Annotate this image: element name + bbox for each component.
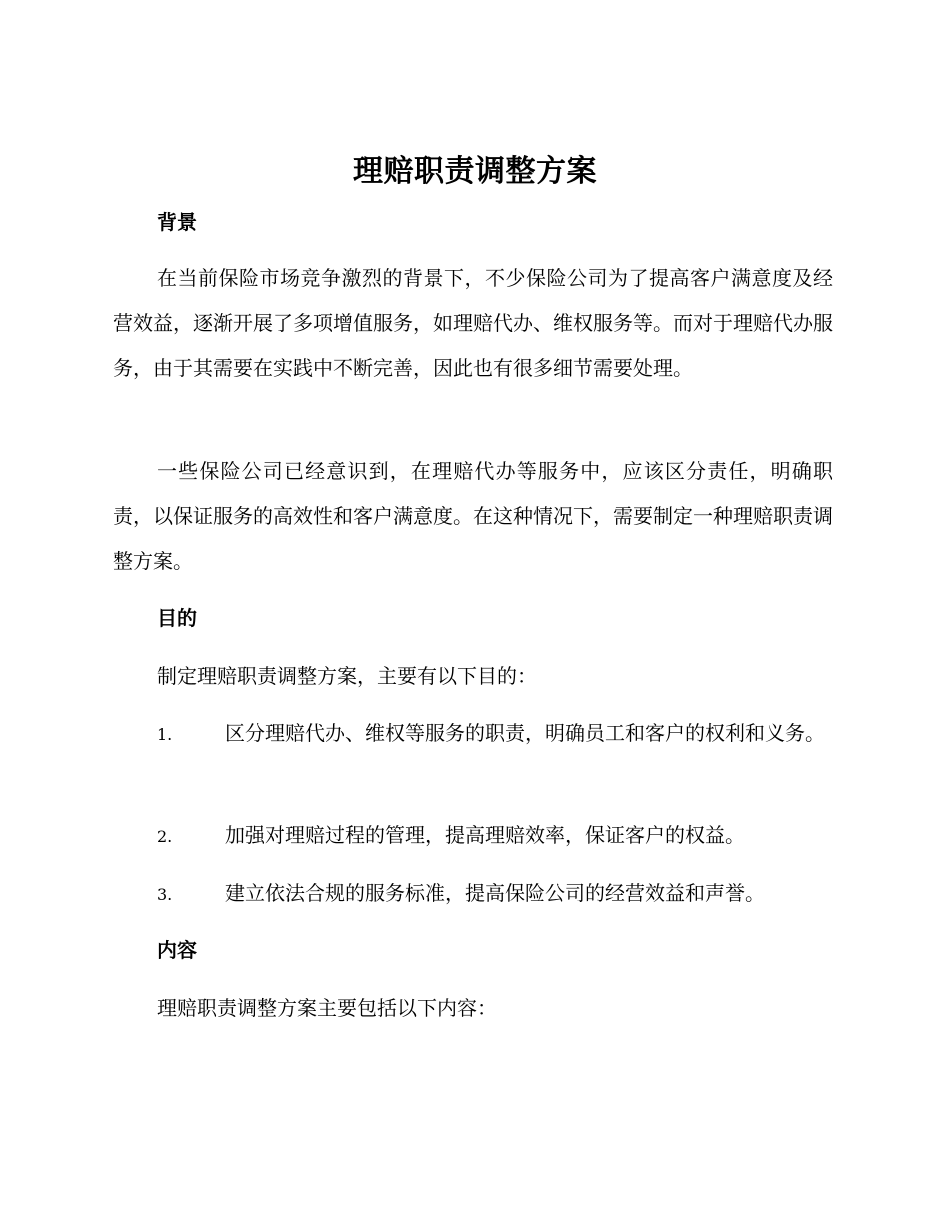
document-title: 理赔职责调整方案 bbox=[353, 154, 597, 189]
background-paragraph-1: 在当前保险市场竞争激烈的背景下，不少保险公司为了提高客户满意度及经营效益，逐渐开展了多项增值服务，如理赔代办、维权服务等。而对于理赔代办服务，由于其需要在实践中不断完善，因此也有很多细节需要处理。 bbox=[113, 266, 833, 380]
content-intro: 理赔职责调整方案主要包括以下内容： bbox=[157, 996, 497, 1020]
section-heading-background: 背景 bbox=[157, 210, 197, 234]
list-number: 1. bbox=[157, 725, 173, 744]
background-paragraph-2: 一些保险公司已经意识到，在理赔代办等服务中，应该区分责任，明确职责，以保证服务的高效性和客户满意度。在这种情况下，需要制定一种理赔职责调整方案。 bbox=[113, 459, 833, 573]
purpose-list-item-3 bbox=[113, 871, 833, 917]
list-number: 2. bbox=[157, 827, 173, 846]
purpose-intro: 制定理赔职责调整方案，主要有以下目的： bbox=[157, 664, 537, 688]
purpose-list-item-1 bbox=[113, 711, 833, 757]
list-number: 3. bbox=[157, 885, 173, 904]
list-text: 建立依法合规的服务标准，提高保险公司的经营效益和声誉。 bbox=[225, 881, 765, 905]
section-heading-content: 内容 bbox=[157, 938, 197, 962]
purpose-list-item-2 bbox=[113, 813, 833, 859]
list-text: 加强对理赔过程的管理，提高理赔效率，保证客户的权益。 bbox=[225, 823, 745, 847]
list-text: 区分理赔代办、维权等服务的职责，明确员工和客户的权利和义务。 bbox=[225, 721, 825, 745]
section-heading-purpose: 目的 bbox=[157, 606, 197, 630]
